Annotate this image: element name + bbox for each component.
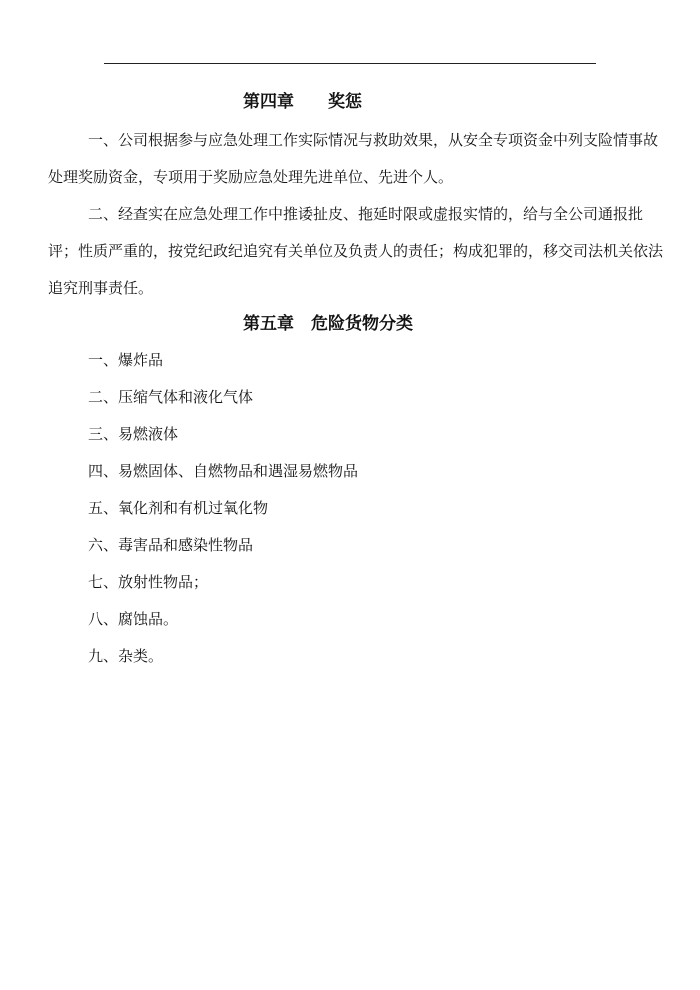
chapter-4-title: 第四章 奖惩 [243,92,362,112]
header-rule [104,63,596,64]
list-item: 九、杂类。 [88,647,164,665]
hazard-class-list [88,342,358,675]
chapter-5-title: 第五章 危险货物分类 [243,314,413,334]
list-item: 七、放射性物品； [88,573,209,591]
list-item: 四、易燃固体、自燃物品和遇湿易燃物品 [88,462,359,480]
chapter-4-paragraph-2: 二、经查实在应急处理工作中推诿扯皮、拖延时限或虚报实情的，给与全公司通报批评；性质严重的，按党纪政纪追究有关单位及负责人的责任；构成犯罪的，移交司法机关依法追究刑事责任。 [48,205,664,297]
list-item: 一、爆炸品 [88,351,164,369]
list-item: 八、腐蚀品。 [88,610,179,628]
list-item: 三、易燃液体 [88,425,179,443]
chapter-4-paragraph-1: 一、公司根据参与应急处理工作实际情况与救助效果，从安全专项资金中列支险情事故处理奖励资金，专项用于奖励应急处理先进单位、先进个人。 [48,131,659,186]
list-item: 二、压缩气体和液化气体 [88,388,254,406]
list-item: 五、氧化剂和有机过氧化物 [88,499,269,517]
list-item: 六、毒害品和感染性物品 [88,536,254,554]
